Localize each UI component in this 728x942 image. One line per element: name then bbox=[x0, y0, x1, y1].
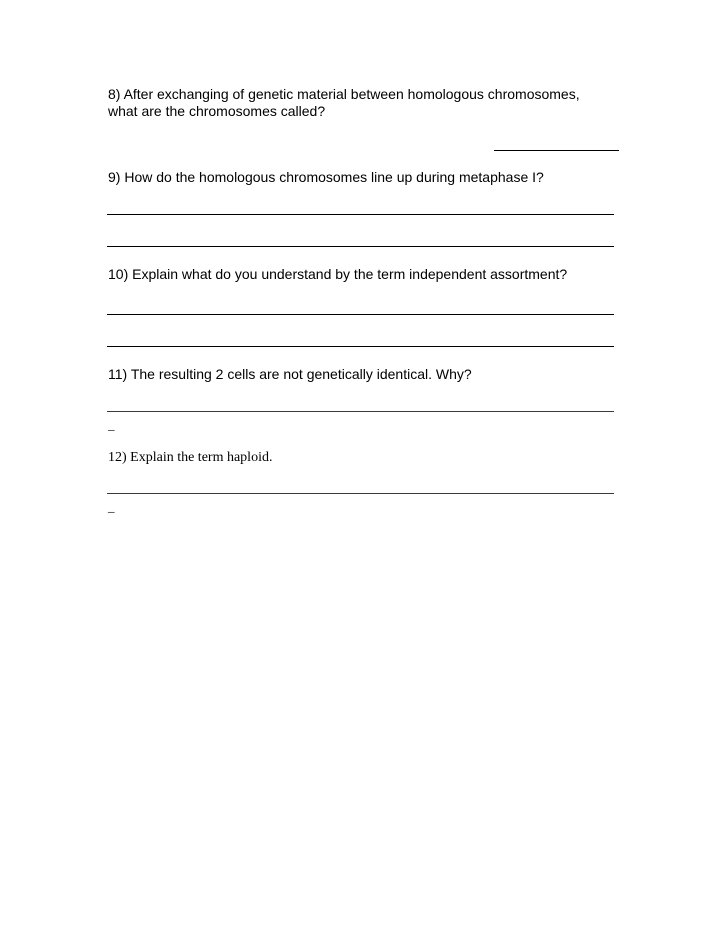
question-8-line-2: what are the chromosomes called? bbox=[108, 103, 326, 119]
question-10-answer-line-2[interactable] bbox=[107, 346, 614, 347]
question-9-text: 9) How do the homologous chromosomes line up during metaphase I? bbox=[108, 169, 544, 185]
question-11-text: 11) The resulting 2 cells are not genetically identical. Why? bbox=[108, 366, 472, 382]
question-9-answer-line-1[interactable] bbox=[107, 214, 614, 215]
question-11-answer-line[interactable] bbox=[107, 411, 614, 412]
question-12-text: 12) Explain the term haploid. bbox=[108, 450, 273, 465]
question-9-answer-line-2[interactable] bbox=[107, 246, 614, 247]
question-8-line-1: 8) After exchanging of genetic material between homologous chromosomes, bbox=[108, 86, 580, 102]
question-11-answer-line-tail: _ bbox=[108, 417, 115, 432]
question-10-text: 10) Explain what do you understand by the term independent assortment? bbox=[108, 266, 568, 282]
question-10-answer-line-1[interactable] bbox=[107, 314, 614, 315]
question-12-answer-line-tail: _ bbox=[108, 499, 115, 514]
question-8-answer-line[interactable] bbox=[494, 150, 619, 151]
question-12-answer-line[interactable] bbox=[107, 493, 614, 494]
